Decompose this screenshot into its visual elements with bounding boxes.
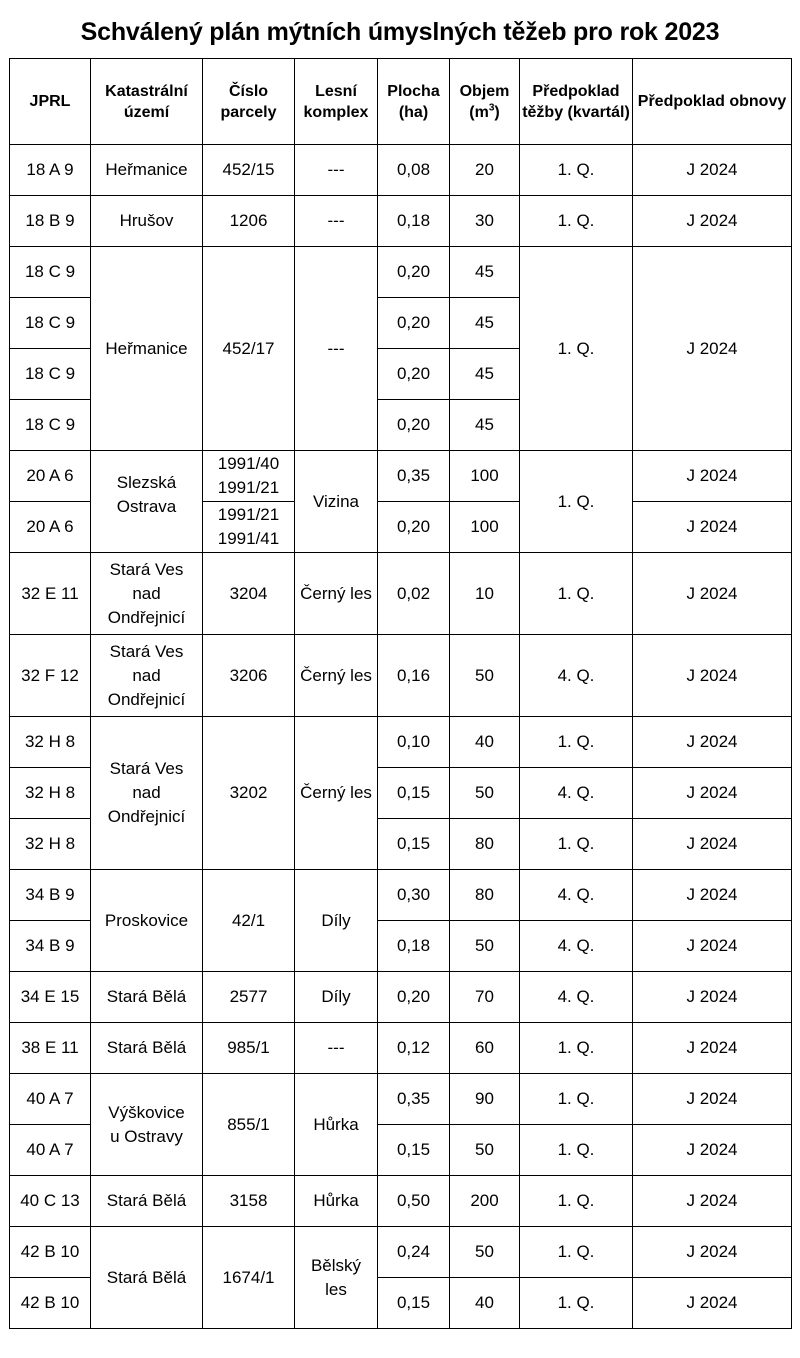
cell-katastr: Heřmanice (91, 145, 203, 196)
cell-plocha: 0,18 (378, 196, 450, 247)
cell-jprl: 20 A 6 (10, 451, 91, 502)
cell-objem: 50 (450, 1125, 520, 1176)
table-row (10, 247, 792, 298)
cell-objem: 45 (450, 400, 520, 451)
cell-tezba: 1. Q. (520, 1023, 633, 1074)
cell-parcela: 985/1 (203, 1023, 295, 1074)
table-row (10, 972, 792, 1023)
header-komplex: Lesní komplex (295, 59, 378, 145)
cell-objem: 40 (450, 717, 520, 768)
cell-tezba: 1. Q. (520, 1125, 633, 1176)
cell-tezba: 1. Q. (520, 553, 633, 635)
cell-komplex: Bělský les (295, 1227, 378, 1329)
table-row (10, 1023, 792, 1074)
cell-katastr: Stará Bělá (91, 1023, 203, 1074)
cell-plocha: 0,50 (378, 1176, 450, 1227)
cell-parcela: 1206 (203, 196, 295, 247)
cell-objem: 50 (450, 921, 520, 972)
cell-tezba: 4. Q. (520, 870, 633, 921)
cell-tezba: 1. Q. (520, 247, 633, 451)
cell-plocha: 0,16 (378, 635, 450, 717)
cell-plocha: 0,20 (378, 349, 450, 400)
cell-obnova: J 2024 (633, 870, 792, 921)
table-row (10, 717, 792, 768)
cell-objem: 45 (450, 298, 520, 349)
cell-obnova: J 2024 (633, 145, 792, 196)
cell-objem: 40 (450, 1278, 520, 1329)
cell-jprl: 42 B 10 (10, 1278, 91, 1329)
cell-jprl: 40 C 13 (10, 1176, 91, 1227)
cell-obnova: J 2024 (633, 819, 792, 870)
cell-komplex: Vizina (295, 451, 378, 553)
cell-obnova: J 2024 (633, 768, 792, 819)
cell-tezba: 1. Q. (520, 1227, 633, 1278)
cell-obnova: J 2024 (633, 635, 792, 717)
cell-komplex: Díly (295, 870, 378, 972)
cell-jprl: 18 A 9 (10, 145, 91, 196)
cell-objem: 50 (450, 1227, 520, 1278)
cell-obnova: J 2024 (633, 1023, 792, 1074)
cell-obnova: J 2024 (633, 196, 792, 247)
cell-jprl: 34 B 9 (10, 870, 91, 921)
cell-obnova: J 2024 (633, 1074, 792, 1125)
cell-tezba: 4. Q. (520, 768, 633, 819)
cell-katastr: Výškovice u Ostravy (91, 1074, 203, 1176)
cell-komplex: --- (295, 247, 378, 451)
table-row (10, 196, 792, 247)
cell-jprl: 18 C 9 (10, 349, 91, 400)
cell-obnova: J 2024 (633, 1227, 792, 1278)
cell-plocha: 0,35 (378, 1074, 450, 1125)
cell-jprl: 40 A 7 (10, 1074, 91, 1125)
cell-obnova: J 2024 (633, 972, 792, 1023)
header-jprl: JPRL (10, 59, 91, 145)
cell-plocha: 0,15 (378, 1125, 450, 1176)
cell-jprl: 18 C 9 (10, 400, 91, 451)
cell-plocha: 0,02 (378, 553, 450, 635)
cell-tezba: 1. Q. (520, 1176, 633, 1227)
cell-plocha: 0,12 (378, 1023, 450, 1074)
cell-parcela: 3204 (203, 553, 295, 635)
cell-jprl: 18 C 9 (10, 247, 91, 298)
cell-objem: 100 (450, 502, 520, 553)
cell-tezba: 1. Q. (520, 717, 633, 768)
cell-katastr: Stará Ves nad Ondřejnicí (91, 553, 203, 635)
cell-komplex: Hůrka (295, 1176, 378, 1227)
cell-plocha: 0,20 (378, 298, 450, 349)
cell-parcela: 452/15 (203, 145, 295, 196)
cell-jprl: 20 A 6 (10, 502, 91, 553)
cell-objem: 80 (450, 819, 520, 870)
cell-komplex: Díly (295, 972, 378, 1023)
cell-katastr: Heřmanice (91, 247, 203, 451)
table-row (10, 1074, 792, 1125)
cell-obnova: J 2024 (633, 451, 792, 502)
cell-plocha: 0,08 (378, 145, 450, 196)
cell-plocha: 0,20 (378, 972, 450, 1023)
cell-objem: 100 (450, 451, 520, 502)
cell-objem: 70 (450, 972, 520, 1023)
cell-plocha: 0,15 (378, 768, 450, 819)
page-title: Schválený plán mýtních úmyslných těžeb pro rok 2023 (80, 18, 720, 46)
cell-komplex: --- (295, 1023, 378, 1074)
cell-plocha: 0,15 (378, 1278, 450, 1329)
cell-tezba: 1. Q. (520, 451, 633, 553)
cell-katastr: Stará Bělá (91, 972, 203, 1023)
cell-parcela: 3202 (203, 717, 295, 870)
cell-katastr: Stará Ves nad Ondřejnicí (91, 635, 203, 717)
table-row (10, 870, 792, 921)
cell-objem: 10 (450, 553, 520, 635)
cell-komplex: Černý les (295, 553, 378, 635)
cell-tezba: 1. Q. (520, 196, 633, 247)
cell-plocha: 0,20 (378, 502, 450, 553)
cell-obnova: J 2024 (633, 553, 792, 635)
cell-tezba: 1. Q. (520, 1278, 633, 1329)
cell-jprl: 32 H 8 (10, 768, 91, 819)
header-obnova: Předpoklad obnovy (633, 59, 792, 145)
cell-jprl: 18 B 9 (10, 196, 91, 247)
cell-objem: 30 (450, 196, 520, 247)
table-row (10, 553, 792, 635)
cell-obnova: J 2024 (633, 502, 792, 553)
cell-obnova: J 2024 (633, 717, 792, 768)
header-plocha: Plocha (ha) (378, 59, 450, 145)
cell-komplex: --- (295, 145, 378, 196)
cell-jprl: 34 B 9 (10, 921, 91, 972)
cell-katastr: Hrušov (91, 196, 203, 247)
cell-plocha: 0,24 (378, 1227, 450, 1278)
table-row (10, 1227, 792, 1278)
cell-objem: 60 (450, 1023, 520, 1074)
cell-parcela: 3158 (203, 1176, 295, 1227)
cell-objem: 45 (450, 247, 520, 298)
cell-katastr: Stará Bělá (91, 1227, 203, 1329)
cell-tezba: 4. Q. (520, 921, 633, 972)
cell-parcela: 1674/1 (203, 1227, 295, 1329)
cell-plocha: 0,35 (378, 451, 450, 502)
cell-komplex: --- (295, 196, 378, 247)
cell-objem: 45 (450, 349, 520, 400)
cell-obnova: J 2024 (633, 1176, 792, 1227)
cell-parcela: 855/1 (203, 1074, 295, 1176)
cell-parcela: 452/17 (203, 247, 295, 451)
cell-jprl: 32 H 8 (10, 819, 91, 870)
cell-jprl: 34 E 15 (10, 972, 91, 1023)
cell-parcela: 3206 (203, 635, 295, 717)
cell-katastr: Stará Bělá (91, 1176, 203, 1227)
cell-obnova: J 2024 (633, 247, 792, 451)
cell-objem: 50 (450, 768, 520, 819)
header-objem: Objem $(m^3)$ (450, 59, 520, 145)
cell-parcela: 42/1 (203, 870, 295, 972)
cell-katastr: Proskovice (91, 870, 203, 972)
cell-jprl: 32 H 8 (10, 717, 91, 768)
cell-jprl: 32 F 12 (10, 635, 91, 717)
cell-objem: 20 (450, 145, 520, 196)
cell-tezba: 1. Q. (520, 145, 633, 196)
cell-objem: 80 (450, 870, 520, 921)
cell-jprl: 40 A 7 (10, 1125, 91, 1176)
cell-obnova: J 2024 (633, 921, 792, 972)
header-tezba: Předpoklad těžby (kvartál) (520, 59, 633, 145)
cell-jprl: 32 E 11 (10, 553, 91, 635)
cell-objem: 200 (450, 1176, 520, 1227)
cell-objem: 90 (450, 1074, 520, 1125)
cell-katastr: Stará Ves nad Ondřejnicí (91, 717, 203, 870)
cell-komplex: Hůrka (295, 1074, 378, 1176)
cell-tezba: 1. Q. (520, 1074, 633, 1125)
cell-tezba: 4. Q. (520, 972, 633, 1023)
cell-plocha: 0,20 (378, 247, 450, 298)
cell-parcela: 1991/40 1991/21 (203, 451, 295, 502)
header-row (10, 59, 792, 145)
cell-obnova: J 2024 (633, 1125, 792, 1176)
cell-parcela: 1991/21 1991/41 (203, 502, 295, 553)
cell-jprl: 42 B 10 (10, 1227, 91, 1278)
cell-katastr: Slezská Ostrava (91, 451, 203, 553)
cell-obnova: J 2024 (633, 1278, 792, 1329)
cell-jprl: 38 E 11 (10, 1023, 91, 1074)
logging-plan-table (9, 58, 792, 1329)
table-row (10, 451, 792, 502)
header-katastr: Katastrální území (91, 59, 203, 145)
cell-komplex: Černý les (295, 635, 378, 717)
cell-tezba: 1. Q. (520, 819, 633, 870)
cell-plocha: 0,20 (378, 400, 450, 451)
table-row (10, 635, 792, 717)
cell-parcela: 2577 (203, 972, 295, 1023)
cell-komplex: Černý les (295, 717, 378, 870)
cell-tezba: 4. Q. (520, 635, 633, 717)
cell-plocha: 0,18 (378, 921, 450, 972)
cell-jprl: 18 C 9 (10, 298, 91, 349)
table-row (10, 1176, 792, 1227)
table-row (10, 145, 792, 196)
cell-plocha: 0,30 (378, 870, 450, 921)
header-parcela: Číslo parcely (203, 59, 295, 145)
cell-plocha: 0,15 (378, 819, 450, 870)
cell-objem: 50 (450, 635, 520, 717)
cell-plocha: 0,10 (378, 717, 450, 768)
